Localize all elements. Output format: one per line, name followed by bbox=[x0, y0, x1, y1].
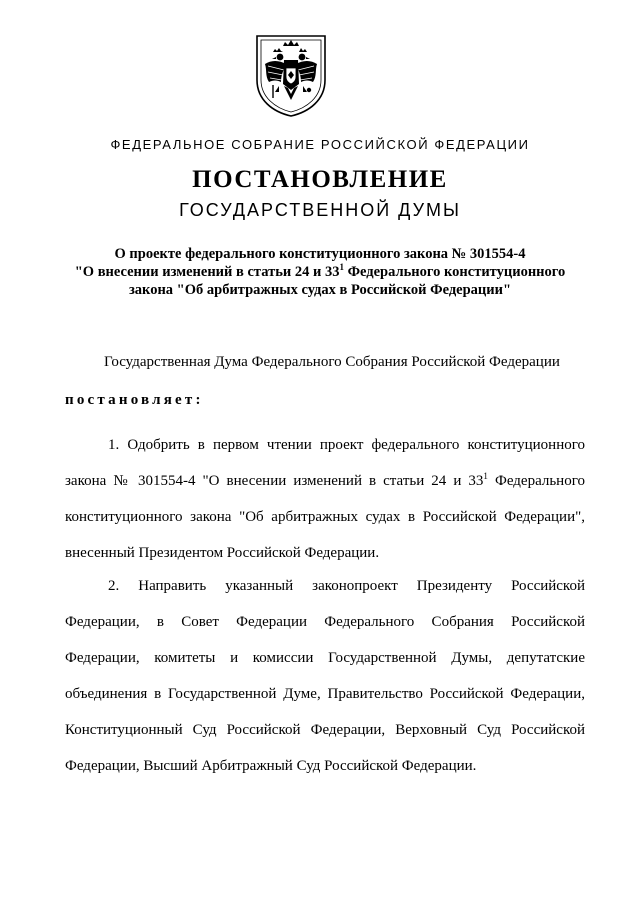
paragraph-1-line-4: внесенный Президентом Российской Федерации. bbox=[65, 545, 380, 561]
organization-name: ФЕДЕРАЛЬНОЕ СОБРАНИЕ РОССИЙСКОЙ ФЕДЕРАЦИИ bbox=[110, 137, 530, 152]
subject-line-1: О проекте федерального конституционного закона № 301554-4 bbox=[114, 246, 526, 262]
paragraph-2-line-3: Федерации, комитеты и комиссии Государственной Думы, депутатские bbox=[65, 650, 585, 666]
document-subject bbox=[40, 245, 600, 299]
paragraph-2-line-6: Федерации, Высший Арбитражный Суд Российской Федерации. bbox=[65, 758, 477, 774]
paragraph-1-line-1: 1. Одобрить в первом чтении проект федерального конституционного bbox=[108, 437, 585, 453]
subject-line-2-end: Федерального конституционного bbox=[343, 264, 566, 280]
paragraph-2-line-5: Конституционный Суд Российской Федерации, Верховный Суд Российской bbox=[65, 722, 585, 738]
russian-coat-of-arms-icon bbox=[253, 30, 329, 118]
preamble: Государственная Дума Федерального Собрания Российской Федерации bbox=[104, 354, 560, 370]
document-type: ПОСТАНОВЛЕНИЕ bbox=[192, 166, 448, 193]
subject-line-2 bbox=[40, 263, 600, 281]
subject-line-2-start: "О внесении изменений в статьи 24 и 33 bbox=[74, 264, 340, 280]
superscript: 1 bbox=[483, 471, 488, 481]
paragraph-2-line-4: объединения в Государственной Думе, Правительство Российской Федерации, bbox=[65, 686, 585, 702]
paragraph-1-line-2 bbox=[65, 473, 585, 490]
paragraph-1-line-3: конституционного закона "Об арбитражных судах в Российской Федерации", bbox=[65, 509, 585, 525]
superscript: 1 bbox=[339, 262, 344, 272]
subject-line-3: закона "Об арбитражных судах в Российской Федерации" bbox=[128, 282, 512, 298]
paragraph-2-line-2: Федерации, в Совет Федерации Федерального Собрания Российской bbox=[65, 614, 585, 630]
resolves-heading: постановляет: bbox=[65, 392, 204, 408]
paragraph-2-line-1: 2. Направить указанный законопроект Президенту Российской bbox=[108, 578, 585, 594]
document-issuer: ГОСУДАРСТВЕННОЙ ДУМЫ bbox=[179, 200, 461, 220]
paragraph-1-line-2-start: закона № 301554-4 "О внесении изменений в статьи 24 и 33 bbox=[65, 473, 484, 489]
paragraph-1-line-2-end: Федерального bbox=[487, 473, 585, 489]
